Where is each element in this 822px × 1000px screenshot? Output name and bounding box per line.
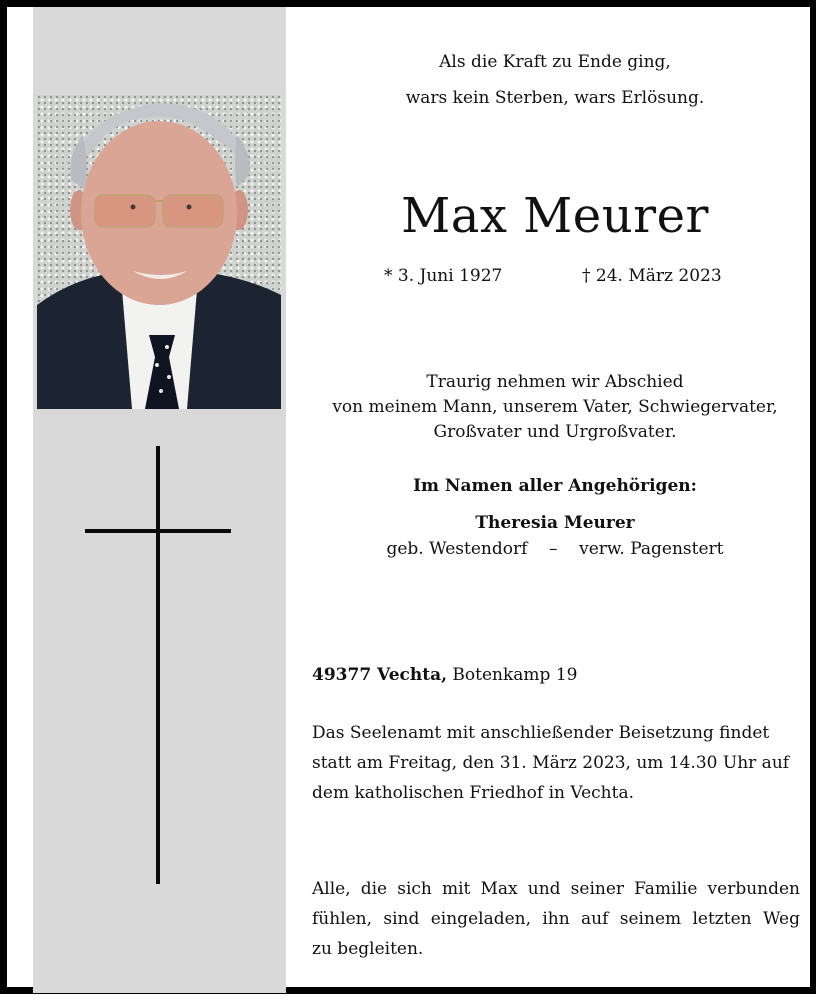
deceased-name: Max Meurer	[401, 188, 709, 244]
obituary-content	[300, 0, 810, 1000]
cross-icon-vertical	[156, 446, 160, 884]
farewell-line-3: Großvater und Urgroßvater.	[433, 422, 677, 442]
invitation-line-3: zu begleiten.	[312, 939, 424, 959]
motto-line-1: Als die Kraft zu Ende ging,	[439, 52, 671, 72]
portrait-photo	[37, 95, 281, 409]
service-line-3: dem katholischen Friedhof in Vechta.	[312, 783, 634, 803]
service-line-2: statt am Freitag, den 31. März 2023, um 14.30 Uhr auf	[312, 753, 790, 773]
mourner-name: Theresia Meurer	[475, 513, 635, 533]
invitation-text	[312, 874, 800, 964]
service-info	[312, 718, 800, 808]
address-city: 49377 Vechta,	[312, 665, 448, 685]
cross-icon-horizontal	[85, 529, 231, 533]
motto-line-2: wars kein Sterben, wars Erlösung.	[405, 88, 705, 108]
address-street: Botenkamp 19	[447, 665, 578, 685]
farewell-line-1: Traurig nehmen wir Abschied	[426, 372, 684, 392]
mourner-address	[312, 662, 800, 688]
farewell-text	[300, 370, 810, 445]
invitation-line-2: fühlen, sind eingeladen, ihn auf seinem letzten Weg	[312, 909, 800, 929]
birth-date: * 3. Juni 1927	[384, 266, 503, 286]
death-date: † 24. März 2023	[582, 266, 722, 286]
portrait-illustration	[37, 95, 281, 409]
mourners-heading: Im Namen aller Angehörigen:	[413, 476, 697, 496]
mourner-details: geb. Westendorf – verw. Pagenstert	[386, 539, 724, 559]
service-line-1: Das Seelenamt mit anschließender Beisetzung findet	[312, 723, 770, 743]
motto-quote	[300, 44, 810, 116]
mourner-block	[300, 510, 810, 562]
farewell-line-2: von meinem Mann, unserem Vater, Schwiegervater,	[332, 397, 778, 417]
invitation-line-1: Alle, die sich mit Max und seiner Familie verbunden	[312, 879, 800, 899]
